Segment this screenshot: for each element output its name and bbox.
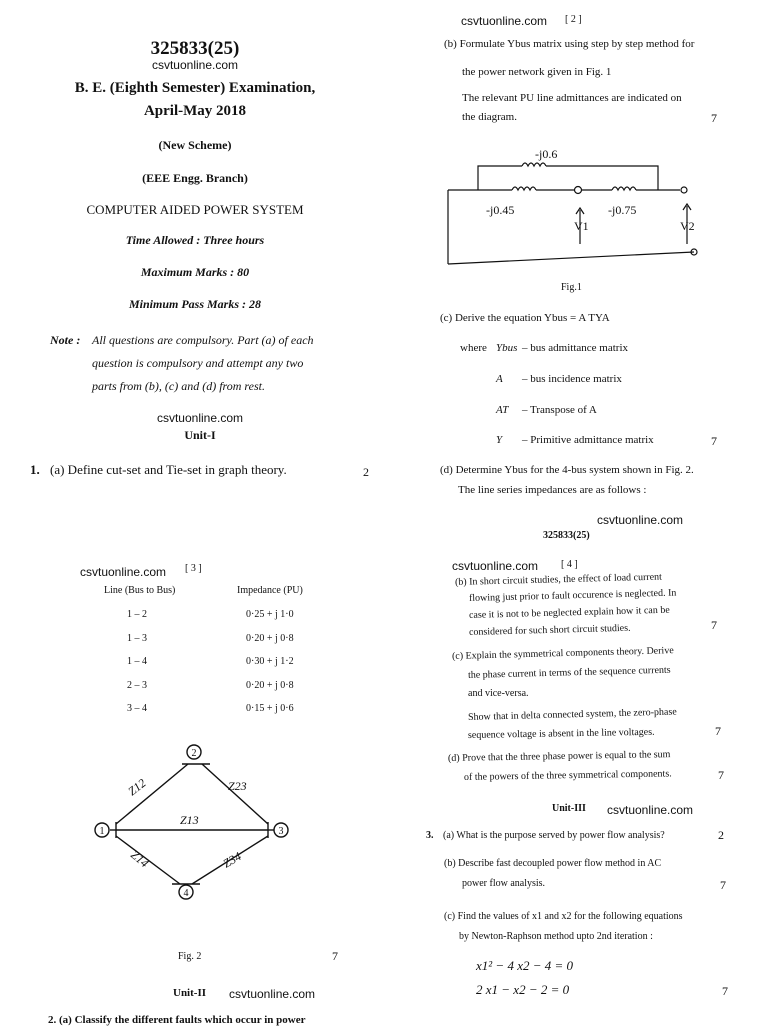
table-cell-line: 1 – 4 xyxy=(127,656,147,667)
inductor-right xyxy=(612,187,636,190)
admittance-left-label: -j0.45 xyxy=(486,203,515,217)
note-line-3: parts from (b), (c) and (d) from rest. xyxy=(92,379,265,393)
question-1b-line-2: the power network given in Fig. 1 xyxy=(462,66,612,78)
definition-text: – Primitive admittance matrix xyxy=(522,434,654,446)
page-number: [ 4 ] xyxy=(561,559,578,570)
voltage-v2-label: V2 xyxy=(680,219,695,233)
branch: (EEE Engg. Branch) xyxy=(142,171,248,185)
site-watermark: csvtuonline.com xyxy=(156,411,244,425)
definition-symbol: A xyxy=(496,373,503,385)
equation-1: x1² − 4 x2 − 4 = 0 xyxy=(476,958,574,973)
question-2c-line-2: the phase current in terms of the sequence currents xyxy=(467,664,671,681)
bus-2-node xyxy=(681,187,687,193)
question-3b-line-2: power flow analysis. xyxy=(462,878,546,889)
question-3-number: 3. xyxy=(426,830,434,841)
marks: 7 xyxy=(722,984,728,998)
table-cell-line: 2 – 3 xyxy=(127,679,147,691)
marks: 7 xyxy=(332,949,338,963)
table-cell-line: 1 – 3 xyxy=(127,632,147,644)
bus-2-label: 2 xyxy=(191,748,197,759)
table-header-impedance: Impedance (PU) xyxy=(237,585,303,596)
marks: 7 xyxy=(711,618,717,632)
question-2d-line-2: of the powers of the three symmetrical components. xyxy=(463,768,672,783)
table-cell-impedance: 0·30 + j 1·2 xyxy=(246,656,294,667)
top-branch-right xyxy=(546,166,658,190)
table-cell-impedance: 0·20 + j 0·8 xyxy=(246,679,294,691)
definition-symbol: Ybus xyxy=(496,342,518,354)
table-header-line: Line (Bus to Bus) xyxy=(104,585,176,596)
inductor-top xyxy=(522,163,546,166)
bus-3-label: 3 xyxy=(278,826,284,837)
min-marks: Minimum Pass Marks : 28 xyxy=(128,297,262,311)
top-branch-left xyxy=(478,166,522,190)
question-1d-line-2: The line series impedances are as follows : xyxy=(458,484,647,496)
definition-text: – Transpose of A xyxy=(522,404,597,416)
paper-code-footer: 325833(25) xyxy=(543,530,590,541)
impedance-label-z13: Z13 xyxy=(180,813,199,827)
page-number: [ 2 ] xyxy=(565,14,582,25)
note-line-1: All questions are compulsory. Part (a) of each xyxy=(92,333,314,347)
voltage-v1-label: V1 xyxy=(574,219,589,233)
figure-2 xyxy=(88,738,308,938)
impedance-label-z23: Z23 xyxy=(228,779,247,793)
question-1d-line-1: (d) Determine Ybus for the 4-bus system shown in Fig. 2. xyxy=(440,464,694,476)
figure-1 xyxy=(440,140,710,272)
table-cell-impedance: 0·25 + j 1·0 xyxy=(246,609,294,620)
impedance-label-z34: Z34 xyxy=(220,849,244,871)
inductor-left xyxy=(512,187,536,190)
paper-code: 325833(25) xyxy=(150,38,240,59)
table-cell-line: 3 – 4 xyxy=(127,703,147,714)
line-1-2 xyxy=(116,764,188,824)
exam-title: B. E. (Eighth Semester) Examination, xyxy=(74,80,316,96)
question-3c-line-1: (c) Find the values of x1 and x2 for the following equations xyxy=(444,911,683,922)
marks: 7 xyxy=(718,768,724,782)
figure-1-caption: Fig.1 xyxy=(561,282,582,293)
question-1b-line-4: the diagram. xyxy=(462,111,517,123)
unit-2-heading: Unit-II xyxy=(173,987,207,999)
table-cell-impedance: 0·20 + j 0·8 xyxy=(246,632,294,644)
unit-3-heading: Unit-III xyxy=(552,803,586,814)
question-2d-line-1: (d) Prove that the three phase power is equal to the sum xyxy=(447,749,671,764)
note-label: Note : xyxy=(50,333,81,347)
marks: 2 xyxy=(718,828,724,842)
site-watermark: csvtuonline.com xyxy=(452,559,539,573)
question-1c: (c) Derive the equation Ybus = A TYA xyxy=(440,312,610,324)
definition-symbol: AT xyxy=(496,404,509,416)
site-watermark: csvtuonline.com xyxy=(229,987,316,1001)
equation-2: 2 x1 − x2 − 2 = 0 xyxy=(476,982,570,997)
question-3c-line-2: by Newton-Raphson method upto 2nd iteration : xyxy=(459,931,653,942)
unit-1-heading: Unit-I xyxy=(184,428,216,442)
line-2-3 xyxy=(202,764,268,824)
marks: 7 xyxy=(715,724,721,738)
figure-2-caption: Fig. 2 xyxy=(178,951,202,962)
definition-text: – bus incidence matrix xyxy=(522,373,622,385)
admittance-right-label: -j0.75 xyxy=(608,203,637,217)
where-label: where xyxy=(460,342,487,354)
site-watermark: csvtuonline.com xyxy=(597,513,684,527)
question-3b-line-1: (b) Describe fast decoupled power flow method in AC xyxy=(444,858,662,869)
bus-1-node xyxy=(575,187,582,194)
site-watermark: csvtuonline.com xyxy=(607,803,694,817)
scheme: (New Scheme) xyxy=(158,138,232,152)
impedance-label-z14: Z14 xyxy=(128,847,152,871)
question-2b-line-3: case it is not to be neglected explain how it can be xyxy=(468,604,670,621)
note-line-2: question is compulsory and attempt any two xyxy=(92,356,304,370)
definition-symbol: Y xyxy=(496,434,503,446)
exam-session: April-May 2018 xyxy=(143,103,247,119)
marks: 2 xyxy=(363,465,369,479)
question-3a: (a) What is the purpose served by power flow analysis? xyxy=(443,830,665,841)
question-2c-line-4: Show that in delta connected system, the zero-phase xyxy=(467,706,677,723)
definition-text: – bus admittance matrix xyxy=(522,342,628,354)
question-2a: 2. (a) Classify the different faults which occur in power xyxy=(48,1014,306,1026)
question-2c-line-1: (c) Explain the symmetrical components theory. Derive xyxy=(451,645,674,662)
table-cell-impedance: 0·15 + j 0·6 xyxy=(246,703,294,714)
ground-line xyxy=(448,252,694,264)
time-allowed: Time Allowed : Three hours xyxy=(125,233,265,247)
marks: 7 xyxy=(711,111,717,125)
bus-1-label: 1 xyxy=(99,826,105,837)
max-marks: Maximum Marks : 80 xyxy=(140,265,250,279)
site-watermark: csvtuonline.com xyxy=(80,565,167,579)
site-watermark: csvtuonline.com xyxy=(461,14,548,28)
site-watermark: csvtuonline.com xyxy=(151,58,239,72)
question-1a: (a) Define cut-set and Tie-set in graph theory. xyxy=(50,462,287,477)
question-1b-line-1: (b) Formulate Ybus matrix using step by step method for xyxy=(444,38,695,50)
bus-4-label: 4 xyxy=(183,888,189,899)
question-1-number: 1. xyxy=(30,462,40,477)
question-2b-line-1: (b) In short circuit studies, the effect of load current xyxy=(454,571,663,588)
question-1b-line-3: The relevant PU line admittances are indicated on xyxy=(462,92,682,104)
admittance-top-label: -j0.6 xyxy=(535,147,558,161)
question-2b-line-2: flowing just prior to fault occurence is neglected. In xyxy=(468,587,677,604)
page-number: [ 3 ] xyxy=(185,563,202,574)
question-2c-line-5: sequence voltage is absent in the line voltages. xyxy=(467,726,655,741)
marks: 7 xyxy=(711,434,717,448)
marks: 7 xyxy=(720,878,726,892)
table-cell-line: 1 – 2 xyxy=(127,609,147,620)
question-2c-line-3: and vice-versa. xyxy=(468,688,529,699)
subject-title: COMPUTER AIDED POWER SYSTEM xyxy=(86,202,304,217)
impedance-label-z12: Z12 xyxy=(125,775,149,799)
question-2b-line-4: considered for such short circuit studies. xyxy=(468,622,631,638)
